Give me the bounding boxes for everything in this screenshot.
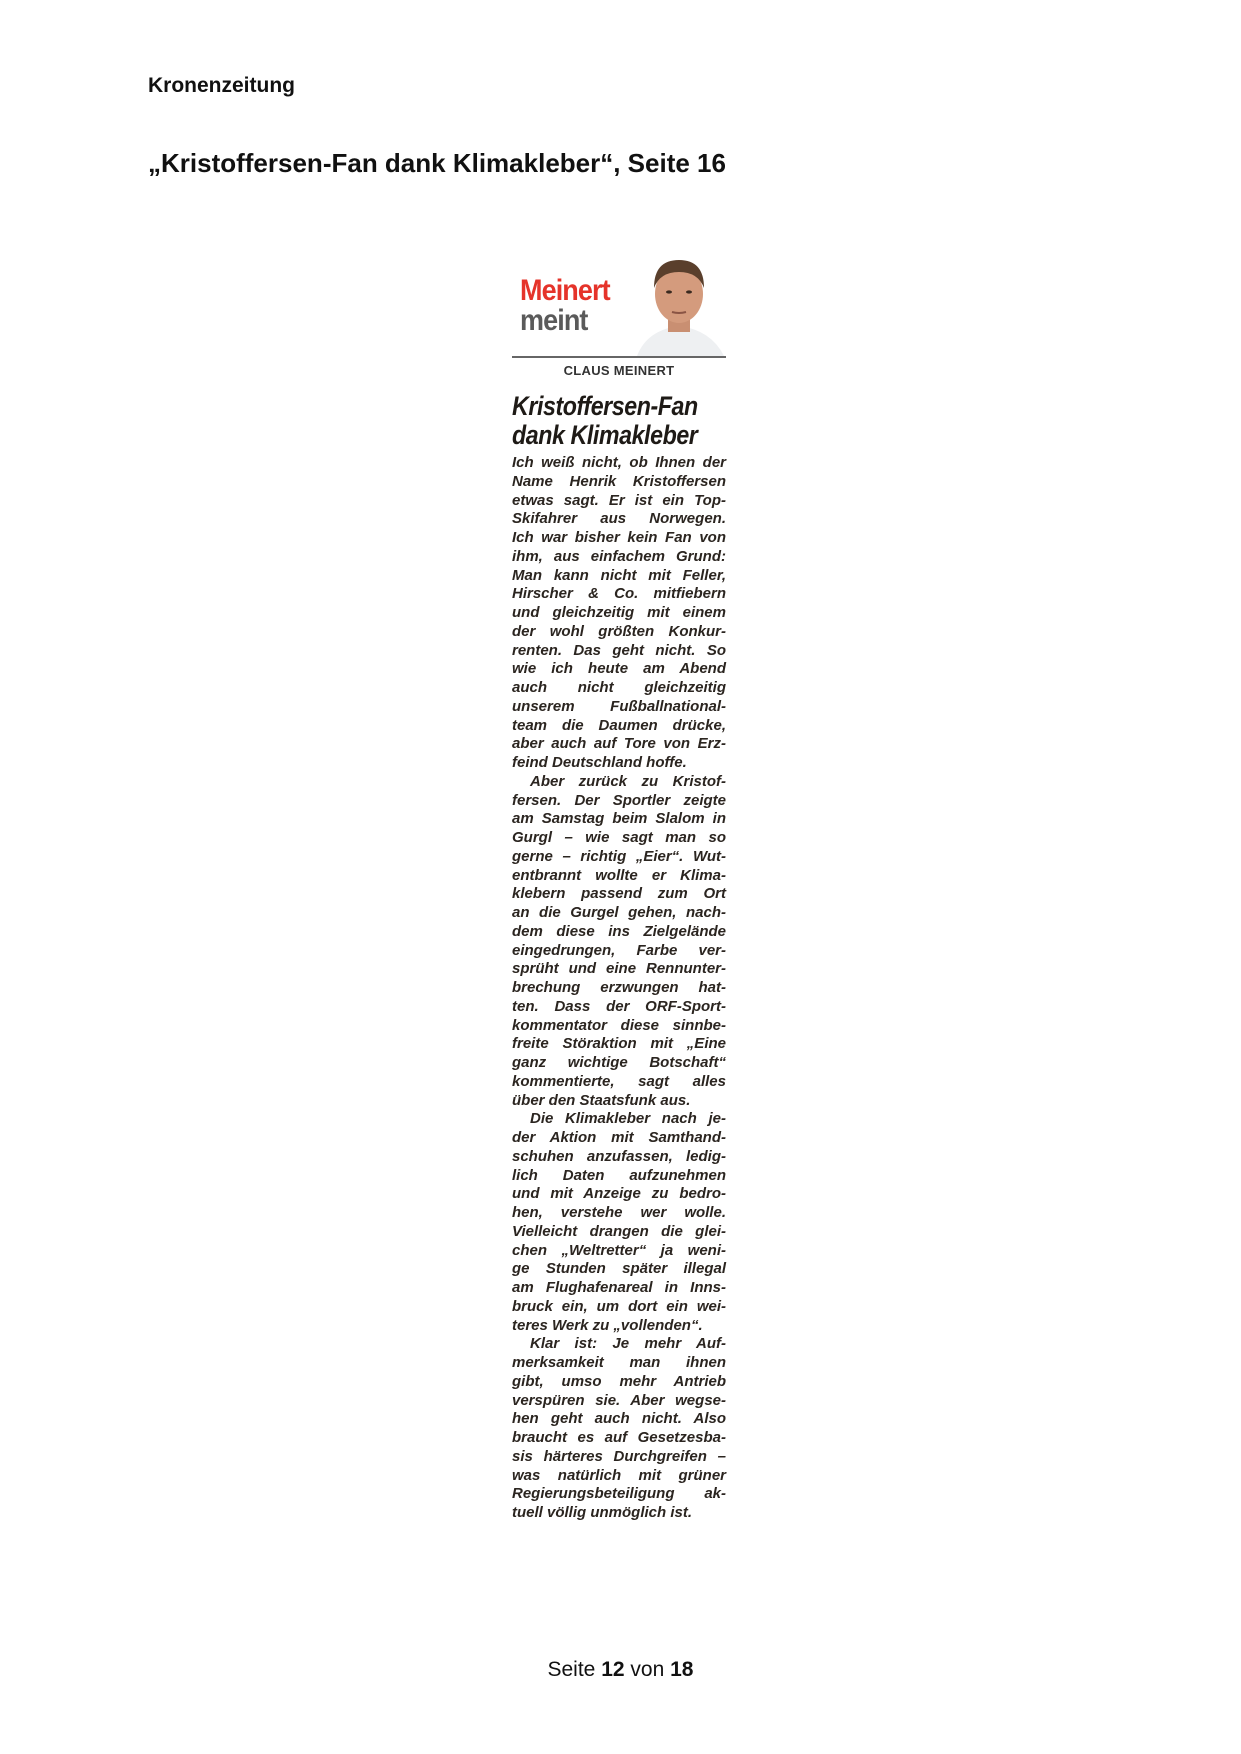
article-line: Man kann nicht mit Feller, bbox=[512, 566, 726, 584]
article-line: ihm, aus einfachem Grund: bbox=[512, 547, 726, 565]
article-body bbox=[512, 454, 726, 1523]
headline-line: dank Klimakleber bbox=[512, 420, 698, 450]
author-photo bbox=[632, 252, 726, 356]
article-line: unserem Fußballnational- bbox=[512, 697, 726, 715]
article-line: tuell völlig unmöglich ist. bbox=[512, 1504, 693, 1521]
document-title: „Kristoffersen-Fan dank Klimakleber“, Seite 16 bbox=[148, 148, 726, 178]
article-line: schuhen anzufassen, ledig- bbox=[512, 1147, 726, 1165]
article-line: gerne – richtig „Eier“. Wut- bbox=[512, 847, 726, 865]
article-line: Vielleicht drangen die glei- bbox=[512, 1222, 726, 1240]
page-footer bbox=[0, 1658, 1241, 1682]
article-line: etwas sagt. Er ist ein Top- bbox=[512, 491, 726, 509]
total-pages: 18 bbox=[670, 1658, 694, 1681]
article-line: wie ich heute am Abend bbox=[512, 660, 726, 678]
article-line: ganz wichtige Botschaft“ bbox=[512, 1054, 726, 1071]
article-line: Die Klimakleber nach je- bbox=[530, 1110, 726, 1128]
article-line: entbrannt wollte er Klima- bbox=[512, 866, 726, 884]
article-line: auch nicht gleichzeitig bbox=[512, 679, 726, 696]
article-line: Klar ist: Je mehr Auf- bbox=[530, 1335, 726, 1353]
article-line: und mit Anzeige zu bedro- bbox=[512, 1185, 726, 1203]
article-line: was natürlich mit grüner bbox=[512, 1466, 726, 1484]
article-line: lich Daten aufzunehmen bbox=[512, 1166, 726, 1184]
article-line: teres Werk zu „vollenden“. bbox=[512, 1316, 703, 1334]
article-line: Ich weiß nicht, ob Ihnen der bbox=[512, 454, 726, 471]
article-line: hen, verstehe wer wolle. bbox=[512, 1204, 726, 1221]
article-line: Hirscher & Co. mitfiebern bbox=[512, 585, 726, 603]
article-line: braucht es auf Gesetzesba- bbox=[512, 1429, 726, 1446]
article-line: renten. Das geht nicht. So bbox=[512, 641, 726, 659]
article-column bbox=[512, 250, 726, 1523]
source-name: Kronenzeitung bbox=[148, 74, 295, 97]
article-line: und gleichzeitig mit einem bbox=[512, 604, 726, 621]
article-line: brechung erzwungen hat- bbox=[512, 979, 726, 996]
article-line: verspüren sie. Aber wegse- bbox=[512, 1391, 726, 1409]
article-line: der wohl größten Konkur- bbox=[512, 622, 726, 640]
article-line: Ich war bisher kein Fan von bbox=[512, 529, 726, 546]
article-line: feind Deutschland hoffe. bbox=[512, 754, 687, 771]
article-line: über den Staatsfunk aus. bbox=[512, 1091, 691, 1109]
article-line: sprüht und eine Rennunter- bbox=[512, 960, 726, 978]
article-headline bbox=[512, 392, 727, 450]
article-line: freite Störaktion mit „Eine bbox=[512, 1035, 726, 1053]
article-line: eingedrungen, Farbe ver- bbox=[512, 941, 726, 959]
column-name-line2: meint bbox=[520, 304, 588, 337]
article-line: am Flughafenareal in Inns- bbox=[512, 1279, 726, 1296]
article-line: der Aktion mit Samthand- bbox=[512, 1129, 726, 1146]
article-line: ge Stunden später illegal bbox=[512, 1260, 726, 1278]
column-name-line1: Meinert bbox=[520, 274, 610, 307]
article-line: chen „Weltretter“ ja weni- bbox=[512, 1241, 726, 1259]
article-line: team die Daumen drücke, bbox=[512, 716, 726, 734]
article-line: klebern passend zum Ort bbox=[512, 885, 726, 903]
article-line: Gurgl – wie sagt man so bbox=[512, 829, 726, 846]
article-line: dem diese ins Zielgelände bbox=[512, 922, 726, 940]
article-line: am Samstag beim Slalom in bbox=[512, 810, 726, 828]
article-line: aber auch auf Tore von Erz- bbox=[512, 735, 726, 753]
article-line: gibt, umso mehr Antrieb bbox=[512, 1372, 726, 1390]
headline-line: Kristoffersen-Fan bbox=[512, 391, 698, 421]
article-line: Regierungsbeteiligung ak- bbox=[512, 1485, 726, 1503]
article-line: hen geht auch nicht. Also bbox=[512, 1410, 726, 1428]
author-name: CLAUS MEINERT bbox=[563, 363, 675, 378]
article-line: kommentator diese sinnbe- bbox=[512, 1016, 726, 1034]
article-line: Aber zurück zu Kristof- bbox=[530, 772, 726, 790]
footer-middle: von bbox=[630, 1658, 665, 1681]
article-line: merksamkeit man ihnen bbox=[512, 1354, 726, 1371]
current-page: 12 bbox=[601, 1658, 625, 1681]
article-line: bruck ein, um dort ein wei- bbox=[512, 1297, 726, 1315]
article-line: ten. Dass der ORF-Sport- bbox=[512, 997, 726, 1015]
article-line: an die Gurgel gehen, nach- bbox=[512, 904, 726, 921]
article-line: fersen. Der Sportler zeigte bbox=[512, 791, 726, 809]
column-header bbox=[512, 250, 726, 358]
article-line: Skifahrer aus Norwegen. bbox=[512, 510, 726, 528]
article-line: kommentierte, sagt alles bbox=[512, 1072, 726, 1090]
article-line: Name Henrik Kristoffersen bbox=[512, 472, 726, 490]
footer-prefix: Seite bbox=[547, 1658, 596, 1681]
article-line: sis härteres Durchgreifen – bbox=[512, 1447, 726, 1465]
